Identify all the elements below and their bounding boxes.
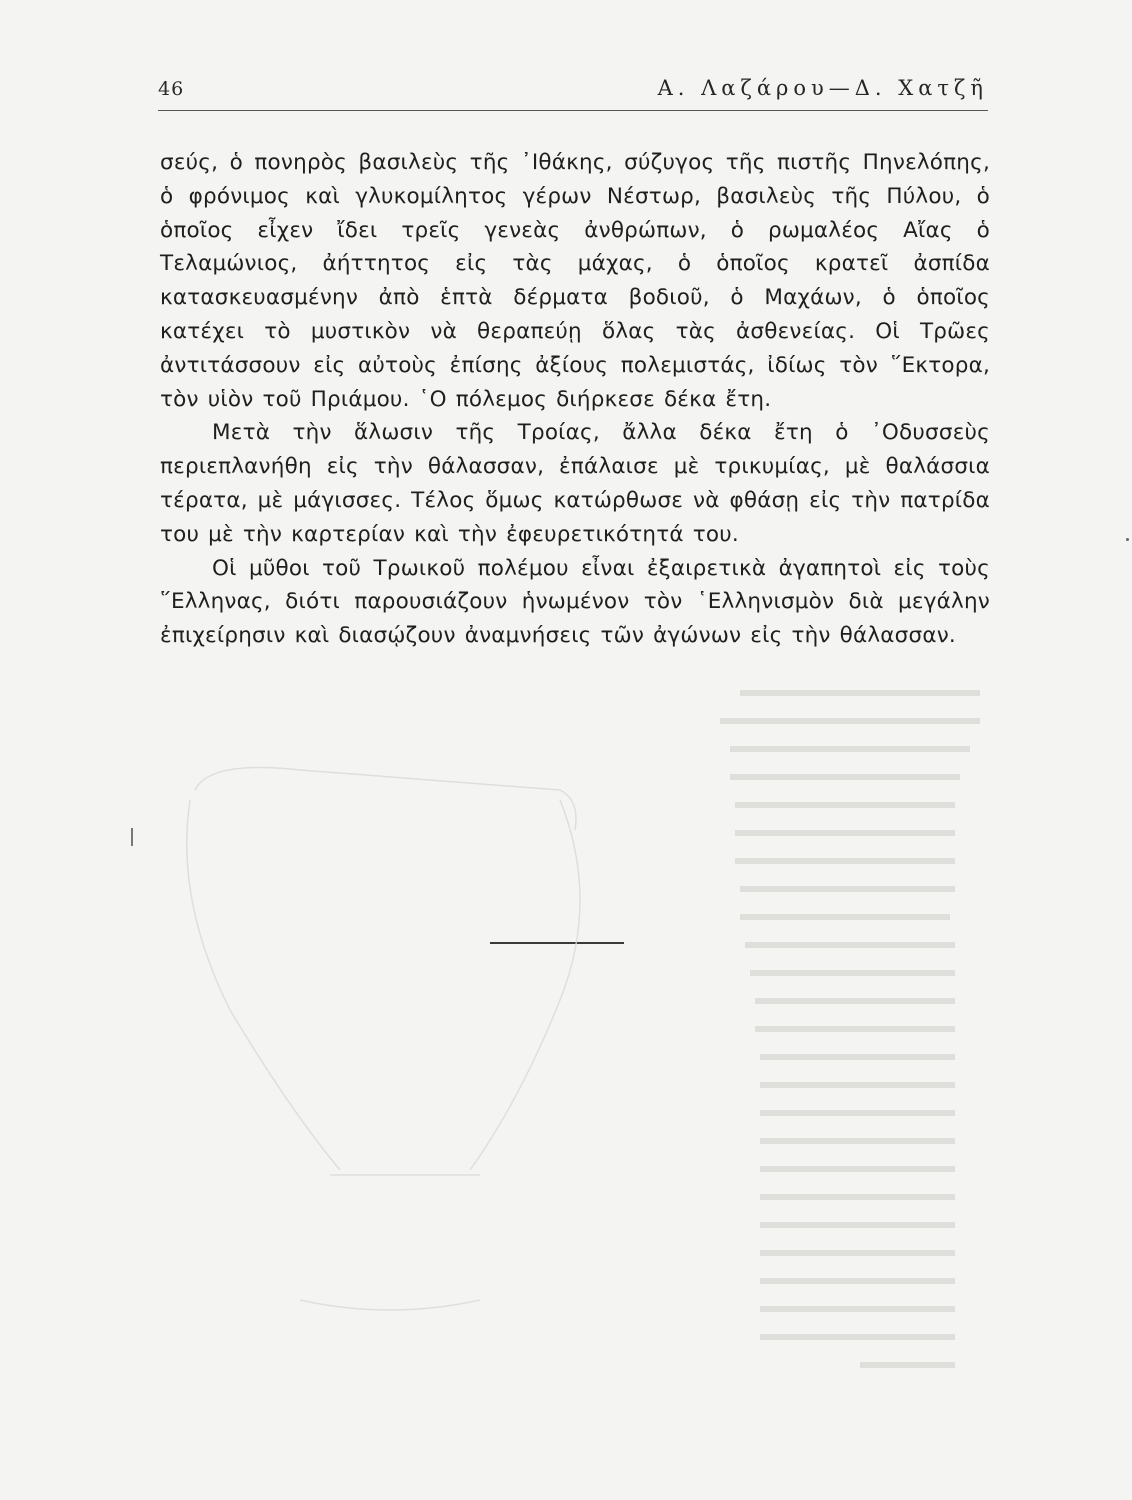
margin-dot bbox=[1126, 538, 1129, 541]
margin-mark bbox=[131, 828, 133, 846]
paragraph-2: Μετὰ τὴν ἅλωσιν τῆς Τροίας, ἄλλα δέκα ἔτη ὁ ᾿Οδυσσεὺς περιεπλανήθη εἰς τὴν θάλασσαν, ἐπάλαισε μὲ τρικυμίας, μὲ θαλάσσια τέρατα, μὲ μάγισσες. Τέλος ὅμως κατώρθωσε νὰ φθάσῃ εἰς τὴν πατρίδα του μὲ τὴν καρτερίαν καὶ τὴν ἐφευρετικότητά του. bbox=[160, 420, 990, 547]
page-number: 46 bbox=[158, 78, 185, 100]
paragraph-3: Οἱ μῦθοι τοῦ Τρωικοῦ πολέμου εἶναι ἐξαιρετικὰ ἀγαπητοὶ εἰς τοὺς ῞Ελληνας, διότι παρουσιάζουν ἡνωμένον τὸν ῾Ελληνισμὸν διὰ μεγάλην ἐπιχείρησιν καὶ διασῴζουν ἀναμνήσεις τῶν ἀγώνων εἰς τὴν θάλασσαν. bbox=[160, 555, 990, 649]
end-of-section-rule bbox=[490, 942, 624, 944]
body-text bbox=[160, 146, 990, 653]
paragraph-1: σεύς, ὁ πονηρὸς βασιλεὺς τῆς ᾿Ιθάκης, σύζυγος τῆς πιστῆς Πηνελόπης, ὁ φρόνιμος καὶ γλυκομίλητος γέρων Νέστωρ, βασιλεὺς τῆς Πύλου, ὁ ὁποῖος εἶχεν ἴδει τρεῖς γενεὰς ἀνθρώπων, ὁ ρωμαλέος Αἴας ὁ Τελαμώνιος, ἀήττητος εἰς τὰς μάχας, ὁ ὁποῖος κρατεῖ ἀσπίδα κατασκευασμένην ἀπὸ ἑπτὰ δέρματα βοδιοῦ, ὁ Μαχάων, ὁ ὁποῖος κατέχει τὸ μυστικὸν νὰ θεραπεύῃ ὅλας τὰς ἀσθενείας. Οἱ Τρῶες ἀντιτάσσουν εἰς αὐτοὺς ἐπίσης ἀξίους πολεμιστάς, ἰδίως τὸν ῞Εκτορα, τὸν υἱὸν τοῦ Πριάμου. ῾Ο πόλεμος διήρκεσε δέκα ἔτη. bbox=[160, 150, 990, 412]
page-header bbox=[158, 72, 988, 108]
running-head: Α. Λαζάρου—Δ. Χατζῆ bbox=[657, 76, 988, 100]
header-divider bbox=[158, 110, 988, 111]
